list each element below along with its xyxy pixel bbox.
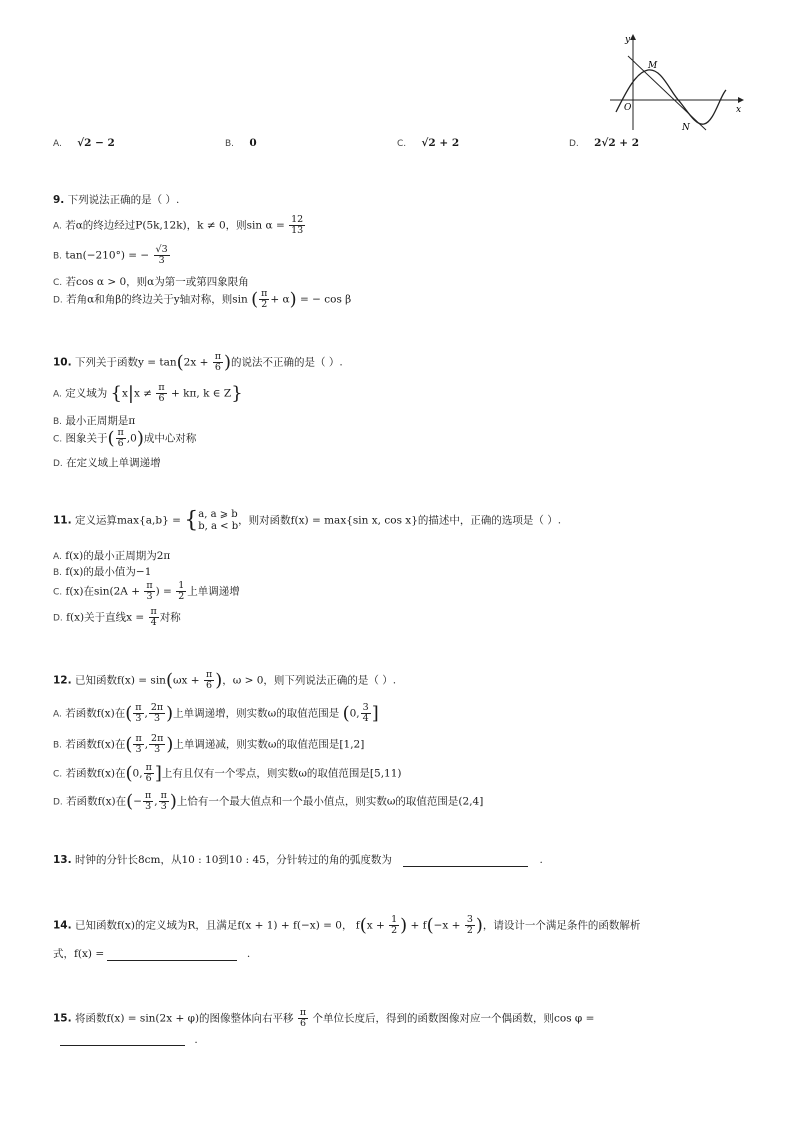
option-text-2: 上恰有一个最大值点和一个最小值点，则实数ω的取值范围是(2,4]: [176, 795, 484, 808]
paren: ): [166, 703, 174, 724]
question-text-3: 的说法不正确的是（ ）.: [231, 356, 343, 369]
fraction: [133, 703, 143, 724]
period: .: [539, 854, 543, 866]
numerator: π: [145, 790, 152, 801]
graph-label-y: y: [625, 35, 631, 45]
period: .: [194, 1034, 198, 1046]
q10-option-a: [53, 383, 243, 404]
option-letter: C.: [53, 434, 63, 445]
paren: (: [426, 915, 434, 936]
denominator: 6: [206, 680, 213, 691]
option-text-3: = − cos β: [299, 293, 352, 306]
question-number: 11.: [53, 514, 72, 527]
numerator: 3: [362, 702, 369, 713]
denominator: 3: [154, 744, 161, 755]
case-2: b, a < b: [198, 520, 239, 532]
denominator: 3: [153, 713, 161, 724]
numerator: π: [146, 580, 153, 591]
question-text: 已知函数f(x)的定义域为R，且满足f(x + 1) + f(−x) = 0，: [74, 919, 353, 932]
question-text: 已知函数f(x) = sin: [74, 674, 166, 687]
denominator: 3: [135, 744, 142, 755]
q12-option-b: B. 若函数f(x)在( $\frac{\pi}{3}$ , $\frac{2\pi}{3}$ )上单调递减，则实数ω的取值范围是[1,2]: [53, 733, 365, 755]
option-letter: D.: [53, 613, 63, 624]
answer-blank[interactable]: [107, 948, 237, 961]
q9-option-a: [53, 215, 306, 236]
numerator: 2π: [151, 733, 164, 744]
q9-stem: [53, 192, 179, 207]
question-text-2: 2x +: [183, 356, 209, 369]
numerator: π: [205, 669, 213, 680]
fraction: [159, 791, 169, 812]
q15-answer: [60, 1033, 198, 1046]
option-letter: A.: [53, 139, 62, 149]
q14-stem: [53, 915, 640, 936]
brace: {: [110, 383, 122, 404]
q12-option-a: A. 若函数f(x)在( $\frac{\pi}{3}$ , $\frac{2\pi}{3}$ )上单调递增，则实数ω的取值范围是 (0, $\frac{3}{4}$ ]: [53, 702, 379, 724]
fraction: [143, 791, 153, 812]
option-letter: A.: [53, 221, 62, 232]
q9-option-c: [53, 274, 249, 289]
x-axis-arrow-icon: [738, 97, 744, 103]
paren: (: [165, 670, 173, 691]
question-text: 下列说法正确的是（ ）.: [67, 194, 180, 206]
denominator: 3: [158, 255, 165, 266]
option-text: f(x)关于直线x =: [66, 611, 145, 624]
option-letter: D.: [53, 295, 63, 306]
denominator: 2: [178, 591, 185, 602]
fraction: [154, 245, 170, 266]
option-text-2: 上单调递减，则实数ω的取值范围是[1,2]: [173, 738, 365, 751]
numerator: 2π: [150, 702, 164, 713]
q12-option-d: D. 若函数f(x)在(− $\frac{\pi}{3}$ , $\frac{\pi}{3}$ )上恰有一个最大值点和一个最小值点，则实数ω的取值范围是(2,4]: [53, 790, 484, 812]
q11-option-a: [53, 548, 170, 563]
fraction: [204, 670, 214, 691]
option-text-2: x: [122, 387, 128, 400]
question-number: 13.: [53, 854, 72, 866]
paren: ): [223, 352, 232, 373]
paren: (: [107, 428, 115, 449]
option-text: 若函数f(x)在: [66, 795, 127, 808]
option-letter: A.: [53, 389, 62, 400]
numerator: π: [135, 733, 142, 744]
option-text: 若α的终边经过P(5k,12k)，k ≠ 0，则sin α =: [65, 219, 285, 232]
option-letter: A.: [53, 552, 62, 562]
numerator: π: [158, 382, 165, 393]
denominator: 2: [466, 925, 473, 936]
denominator: 3: [146, 591, 153, 602]
option-text-2: 上单调递增，则实数ω的取值范围是: [173, 707, 340, 720]
paren: (: [176, 352, 184, 373]
q11-stem: [53, 508, 561, 533]
question-text-3: x +: [366, 919, 385, 932]
q10-stem: [53, 352, 343, 373]
option-text: 若函数f(x)在: [65, 738, 126, 751]
paren: (: [125, 734, 133, 755]
option-text-2: 上有且仅有一个零点，则实数ω的取值范围是[5,11): [161, 767, 402, 780]
option-text-0: 0,: [132, 767, 143, 780]
option-letter: D.: [569, 139, 579, 149]
fraction: [144, 581, 154, 602]
question-text-7: 式，f(x) =: [53, 948, 105, 960]
option-text: 若函数f(x)在: [65, 707, 126, 720]
denominator: 13: [291, 225, 304, 236]
denominator: 6: [117, 438, 124, 449]
option-text: 图象关于: [65, 432, 108, 445]
question-number: 12.: [53, 674, 72, 687]
question-number: 9.: [53, 194, 65, 206]
option-text: 在定义域上单调递增: [66, 457, 161, 469]
numerator: π: [117, 427, 124, 438]
q8-option-a: [53, 137, 115, 149]
numerator: π: [145, 762, 152, 773]
q10-option-c: [53, 428, 196, 449]
q9-option-d: [53, 289, 351, 310]
option-text: f(x)在sin(2A +: [65, 585, 141, 598]
piecewise-cases: [198, 509, 238, 533]
paren: ): [289, 289, 297, 310]
graph-label-m: M: [648, 61, 658, 71]
option-text-3: 成中心对称: [143, 432, 197, 445]
option-text-4: + kπ, k ∈ Z: [171, 387, 232, 400]
paren: (: [251, 289, 259, 310]
option-text: 若角α和角β的终边关于y轴对称，则sin: [66, 293, 248, 306]
question-text-6: ，请设计一个满足条件的函数解析: [482, 919, 641, 932]
option-text-2: + α: [270, 293, 290, 306]
option-text: 最小正周期是π: [65, 415, 136, 427]
q10-option-b: [53, 413, 135, 428]
question-text-2: ，则对函数f(x) = max{sin x, cos x}的描述中，正确的选项是（ ）.: [238, 514, 562, 527]
paren: ]: [371, 703, 379, 724]
option-text-2: 对称: [159, 611, 181, 624]
denominator: 4: [362, 713, 369, 724]
option-text: f(x)的最小正周期为2π: [65, 550, 171, 562]
question-text: 下列关于函数y = tan: [74, 356, 177, 369]
q13-stem: [53, 852, 543, 867]
option-letter: C.: [53, 278, 63, 288]
fraction: [298, 1008, 308, 1029]
q9-option-b: [53, 245, 171, 266]
fraction: [116, 428, 126, 449]
option-letter: C.: [53, 769, 63, 780]
denominator: 6: [145, 773, 152, 784]
question-text: 时钟的分针长8cm，从10 : 10到10 : 45，分针转过的角的弧度数为: [74, 854, 392, 866]
numerator: 3: [466, 914, 473, 925]
graph-label-x: x: [736, 105, 742, 115]
option-letter: B.: [53, 417, 63, 427]
fraction: [149, 607, 159, 628]
q12-option-c: [53, 763, 402, 784]
paren: ): [400, 915, 408, 936]
denominator: 2: [391, 925, 398, 936]
q11-option-c: [53, 581, 240, 602]
option-text: √2 − 2: [77, 137, 115, 149]
denominator: 3: [160, 801, 167, 812]
option-letter: B.: [53, 568, 63, 578]
option-letter: C.: [53, 587, 63, 598]
denominator: 2: [261, 299, 268, 310]
fraction: [465, 915, 475, 936]
numerator: 12: [291, 214, 304, 225]
denominator: 6: [214, 362, 221, 373]
denominator: 3: [145, 801, 152, 812]
y-axis-arrow-icon: [630, 34, 636, 40]
paren: (: [342, 703, 350, 724]
option-text: f(x)的最小值为−1: [65, 566, 152, 578]
option-text: 2√2 + 2: [594, 137, 640, 149]
numerator: π: [150, 606, 157, 617]
paren: ): [475, 915, 483, 936]
option-text: 若函数f(x)在: [65, 767, 126, 780]
denominator: 6: [300, 1018, 307, 1029]
question-number: 14.: [53, 919, 72, 932]
question-text: 将函数f(x) = sin(2x + φ)的图像整体向右平移: [74, 1012, 294, 1025]
question-text-2: 个单位长度后，得到的函数图像对应一个偶函数，则cos φ =: [312, 1012, 595, 1025]
paren: (: [125, 763, 133, 784]
denominator: 3: [135, 713, 142, 724]
option-text-2: ) =: [155, 585, 172, 598]
q15-stem: [53, 1008, 594, 1029]
numerator: √3: [155, 244, 168, 255]
question-text: 定义运算max{a,b} =: [74, 514, 181, 527]
q11-option-d: [53, 607, 181, 628]
brace: {: [184, 508, 199, 533]
fraction: [149, 703, 165, 724]
option-text-3: 上单调递增: [187, 585, 240, 598]
option-text: 0: [249, 137, 257, 149]
paren: ): [136, 428, 144, 449]
question-text-5: −x +: [433, 919, 461, 932]
option-text: 若cos α > 0，则α为第一或第四象限角: [65, 276, 249, 288]
option-letter: C.: [397, 139, 407, 149]
numerator: π: [299, 1007, 307, 1018]
option-text-2: ,0: [126, 432, 137, 445]
graph-label-o: O: [624, 103, 632, 113]
fraction: [144, 763, 154, 784]
numerator: π: [214, 351, 221, 362]
q10-option-d: [53, 455, 161, 470]
denominator: 4: [150, 617, 157, 628]
option-letter: B.: [53, 740, 63, 751]
paren: ): [169, 791, 177, 812]
paren: ]: [154, 763, 162, 784]
paren: ): [215, 670, 223, 691]
option-letter: D.: [53, 459, 63, 469]
q8-option-c: [397, 137, 459, 149]
answer-blank[interactable]: [60, 1033, 185, 1046]
paren: (: [359, 915, 367, 936]
fraction: [361, 703, 371, 724]
function-graph: [606, 32, 746, 132]
bar: |: [127, 383, 134, 404]
q12-stem: [53, 670, 396, 691]
numerator: π: [160, 790, 167, 801]
option-letter: B.: [53, 251, 63, 262]
denominator: 6: [158, 393, 165, 404]
q8-option-d: [569, 137, 639, 149]
fraction: [289, 215, 305, 236]
fraction: [389, 915, 399, 936]
answer-blank[interactable]: [403, 854, 528, 867]
question-number: 10.: [53, 356, 72, 369]
q11-option-b: [53, 564, 151, 579]
paren: ): [166, 734, 174, 755]
question-text-3: ，ω > 0，则下列说法正确的是（ ）.: [222, 674, 397, 687]
option-text: 定义域为: [65, 387, 108, 400]
numerator: 1: [178, 580, 185, 591]
paren: (: [125, 703, 133, 724]
line-mn: [628, 56, 706, 130]
fraction: [156, 383, 166, 404]
question-number: 15.: [53, 1012, 72, 1025]
option-letter: B.: [225, 139, 235, 149]
option-letter: D.: [53, 797, 63, 808]
q8-option-b: [225, 137, 257, 149]
fraction: [176, 581, 186, 602]
option-text: √2 + 2: [421, 137, 460, 149]
option-text-3: 0,: [349, 707, 360, 720]
fraction: [133, 734, 143, 755]
numerator: 1: [391, 914, 398, 925]
numerator: π: [261, 288, 268, 299]
brace: }: [231, 383, 243, 404]
option-text-3: x ≠: [134, 387, 153, 400]
question-text-2: f: [355, 919, 360, 932]
fraction: [149, 734, 165, 755]
graph-label-n: N: [682, 123, 690, 132]
fraction: [259, 289, 269, 310]
period: .: [246, 948, 251, 960]
question-text-4: + f: [410, 919, 427, 932]
option-letter: A.: [53, 709, 62, 720]
paren: (: [126, 791, 134, 812]
option-text: tan(−210°) = −: [65, 249, 150, 262]
fraction: [213, 352, 223, 373]
question-text-2: ωx +: [172, 674, 200, 687]
case-1: a, a ⩾ b: [198, 508, 238, 520]
numerator: π: [135, 702, 142, 713]
q14-stem-cont: [53, 946, 250, 961]
